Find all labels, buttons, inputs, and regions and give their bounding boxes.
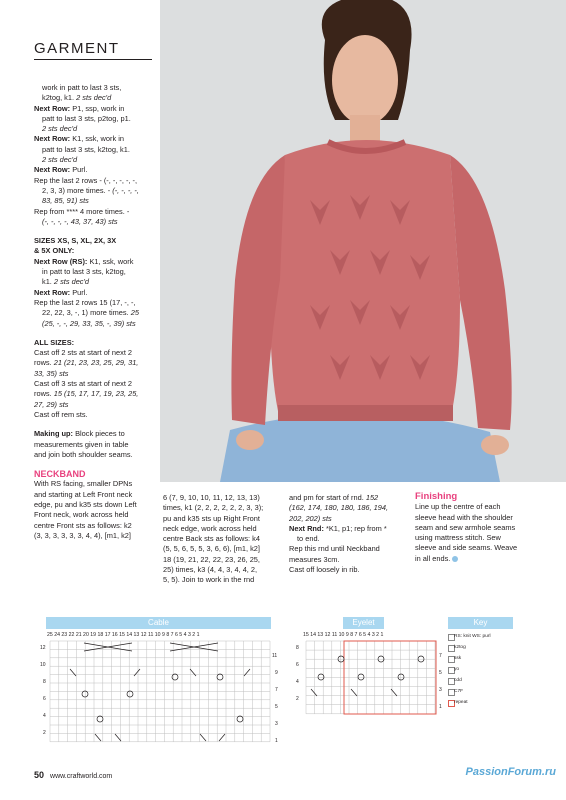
text-line: P1, ssp, work in	[70, 103, 125, 113]
text-line: k2tog, k1.	[42, 93, 77, 103]
svg-text:11: 11	[272, 653, 278, 659]
text-line: K1, ssk, work	[87, 256, 134, 266]
text-line: 27, 29) sts	[34, 399, 69, 409]
text-line: rows.	[34, 389, 54, 399]
text-line: Front neck, work across held	[34, 510, 129, 520]
neckband-heading: NECKBAND	[34, 469, 86, 480]
text-line: 18 (19, 21, 22, 22, 23, 26, 25,	[163, 554, 260, 564]
text-line: Rep the last 2 rows 15 (17, -, -,	[34, 297, 136, 307]
pattern-column-1	[34, 83, 156, 541]
svg-text:3: 3	[439, 687, 442, 693]
text-line: Cast off 2 sts at start of next 2	[34, 348, 133, 358]
svg-text:1: 1	[275, 738, 278, 744]
text-line: 6 (7, 9, 10, 10, 11, 12, 13, 13)	[163, 493, 260, 502]
text-line: *K1, p1; rep from *	[323, 523, 387, 533]
text-line: seam and sew armhole seams	[415, 522, 516, 532]
key-title: Key	[448, 617, 513, 629]
text-line: and pm for start of rnd.	[289, 493, 366, 502]
svg-text:12: 12	[40, 645, 46, 651]
text-line: measurements given in table	[34, 439, 129, 449]
text-line: (-, -, -, -,	[112, 185, 139, 195]
page-number: 50	[34, 770, 45, 780]
key-label: ssk	[454, 656, 462, 661]
key-label: C7F	[454, 689, 464, 694]
key-label: cdd	[454, 678, 462, 683]
text-line: 22, 22, 3, -, 1) more times.	[42, 308, 131, 318]
text-line: 25	[130, 308, 139, 318]
text-line: 83, 85, 91) sts	[42, 196, 89, 206]
row-label: Next Row (RS):	[34, 256, 88, 266]
text-line: Rep the last 2 rows - (-, -, -, -, -,	[34, 175, 138, 185]
pattern-column-2	[163, 493, 283, 586]
header-rule	[34, 59, 152, 60]
text-line: Cast off rem sts.	[34, 409, 88, 419]
text-line: times, k1 (2, 2, 2, 2, 2, 2, 3, 3);	[163, 503, 264, 513]
text-line: sleeve head with the shoulder	[415, 512, 513, 522]
text-line: Line up the centre of each	[415, 502, 501, 512]
row-label: Making up:	[34, 429, 74, 439]
key-label: yo	[454, 667, 460, 672]
eyelet-chart-title: Eyelet	[343, 617, 384, 629]
footer	[34, 770, 112, 780]
text-line: With RS facing, smaller DPNs	[34, 479, 133, 489]
pattern-column-3	[289, 493, 409, 575]
text-line: Cast off loosely in rib.	[289, 565, 360, 575]
key-label: repeat	[454, 700, 468, 705]
text-line: (162, 174, 180, 180, 186, 194,	[289, 503, 389, 513]
svg-text:1: 1	[439, 704, 442, 710]
svg-text:2: 2	[296, 696, 299, 702]
text-line: 21 (21, 23, 23, 25, 29, 31,	[53, 358, 139, 368]
svg-text:4: 4	[43, 713, 46, 719]
text-line: (-, -, -, -, 43, 37, 43) sts	[42, 216, 118, 226]
eyelet-column-numbers: 15 14 13 12 11 10 9 8 7 6 5 4 3 2 1	[303, 632, 384, 638]
section-header: GARMENT	[34, 40, 120, 57]
size-heading: SIZES XS, S, XL, 2X, 3X	[34, 236, 117, 246]
cable-column-numbers: 25 24 23 22 21 20 19 18 17 16 15 14 13 12 11 10 9 8 7 6 5 4 3 2 1	[47, 632, 200, 638]
text-line: pu and k35 sts up Right Front	[163, 513, 260, 523]
text-line: 5, 5). Join to work in the rnd	[163, 575, 255, 585]
sweater-photo-illustration	[160, 0, 566, 482]
text-line: measures 3cm.	[289, 554, 340, 564]
text-line: in all ends.	[415, 553, 451, 563]
text-line: 25) times, k3 (4, 4, 3, 4, 4, 2,	[163, 565, 258, 575]
row-label: Next Row:	[34, 287, 71, 297]
text-line: 2, 3, 3) more times. -	[42, 185, 113, 195]
text-line: (25, -, -, 29, 33, 35, -, 39) sts	[42, 318, 136, 328]
svg-text:6: 6	[43, 696, 46, 702]
svg-text:8: 8	[296, 645, 299, 651]
text-line: and starting at Left Front neck	[34, 489, 133, 499]
row-label: Next Row:	[34, 103, 71, 113]
size-heading: & 5X ONLY:	[34, 246, 75, 256]
svg-text:6: 6	[296, 662, 299, 668]
text-line: Cast off 3 sts at start of next 2	[34, 379, 133, 389]
end-bullet-icon	[452, 556, 458, 562]
eyelet-chart-grid	[296, 639, 446, 724]
row-label: Next Rnd:	[289, 523, 324, 533]
watermark: PassionForum.ru	[465, 766, 556, 778]
key-label: RS: knit WS: purl	[454, 634, 491, 639]
text-line: to end.	[297, 534, 320, 544]
finishing-column	[415, 492, 537, 564]
row-label: Next Row:	[34, 165, 71, 175]
text-line: and join both shoulder seams.	[34, 449, 133, 459]
text-line: k1.	[42, 277, 54, 287]
text-line: patt to last 3 sts, k2tog, k1.	[42, 144, 130, 154]
text-line: Rep this rnd until Neckband	[289, 544, 380, 554]
svg-text:9: 9	[275, 670, 278, 676]
text-line: edge, pu and k35 sts down Left	[34, 499, 137, 509]
text-line: using mattress stitch. Sew	[415, 533, 501, 543]
cable-chart-title: Cable	[46, 617, 271, 629]
svg-text:3: 3	[275, 721, 278, 727]
text-line: Purl.	[70, 165, 88, 175]
text-line: 152	[365, 493, 379, 502]
text-line: 2 sts dec'd	[76, 93, 112, 103]
finishing-heading: Finishing	[415, 491, 458, 502]
text-line: sleeve and side seams. Weave	[415, 543, 518, 553]
text-line: 2 sts dec'd	[42, 155, 78, 165]
svg-text:5: 5	[439, 670, 442, 676]
svg-text:5: 5	[275, 704, 278, 710]
text-line: 33, 35) sts	[34, 368, 69, 378]
text-line: patt to last 3 sts, p2tog, p1.	[42, 113, 131, 123]
text-line: neck edge, work across held	[163, 523, 257, 533]
svg-text:7: 7	[275, 687, 278, 693]
text-line: 15 (15, 17, 17, 19, 23, 25,	[53, 389, 139, 399]
text-line: 202, 202) sts	[289, 513, 332, 523]
text-line: work in patt to last 3 sts,	[42, 83, 122, 92]
text-line: 2 sts dec'd	[42, 124, 78, 134]
text-line: Block pieces to	[73, 429, 125, 439]
footer-url: www.craftworld.com	[50, 773, 113, 780]
text-line: 2 sts dec'd	[53, 277, 90, 287]
cable-chart-grid	[40, 639, 290, 754]
text-line: (5, 5, 6, 5, 5, 3, 6, 6), [m1, k2]	[163, 544, 260, 554]
svg-text:8: 8	[43, 679, 46, 685]
text-line: Purl.	[70, 287, 88, 297]
text-line: centre Front sts as follows: k2	[34, 520, 132, 530]
svg-text:2: 2	[43, 730, 46, 736]
text-line: Rep from **** 4 more times. -	[34, 206, 130, 216]
svg-text:7: 7	[439, 653, 442, 659]
model-photo	[160, 0, 566, 482]
key-label: k2tog	[454, 645, 466, 650]
row-label: Next Row:	[34, 134, 71, 144]
text-line: centre Back sts as follows: k4	[163, 534, 260, 544]
text-line: in patt to last 3 sts, k2tog,	[42, 267, 126, 277]
svg-text:10: 10	[40, 662, 46, 668]
text-line: K1, ssk, work in	[70, 134, 124, 144]
text-line: rows.	[34, 358, 54, 368]
svg-text:4: 4	[296, 679, 299, 685]
text-line: (3, 3, 3, 3, 3, 3, 4, 4), [m1, k2]	[34, 530, 131, 540]
size-heading: ALL SIZES:	[34, 337, 75, 347]
